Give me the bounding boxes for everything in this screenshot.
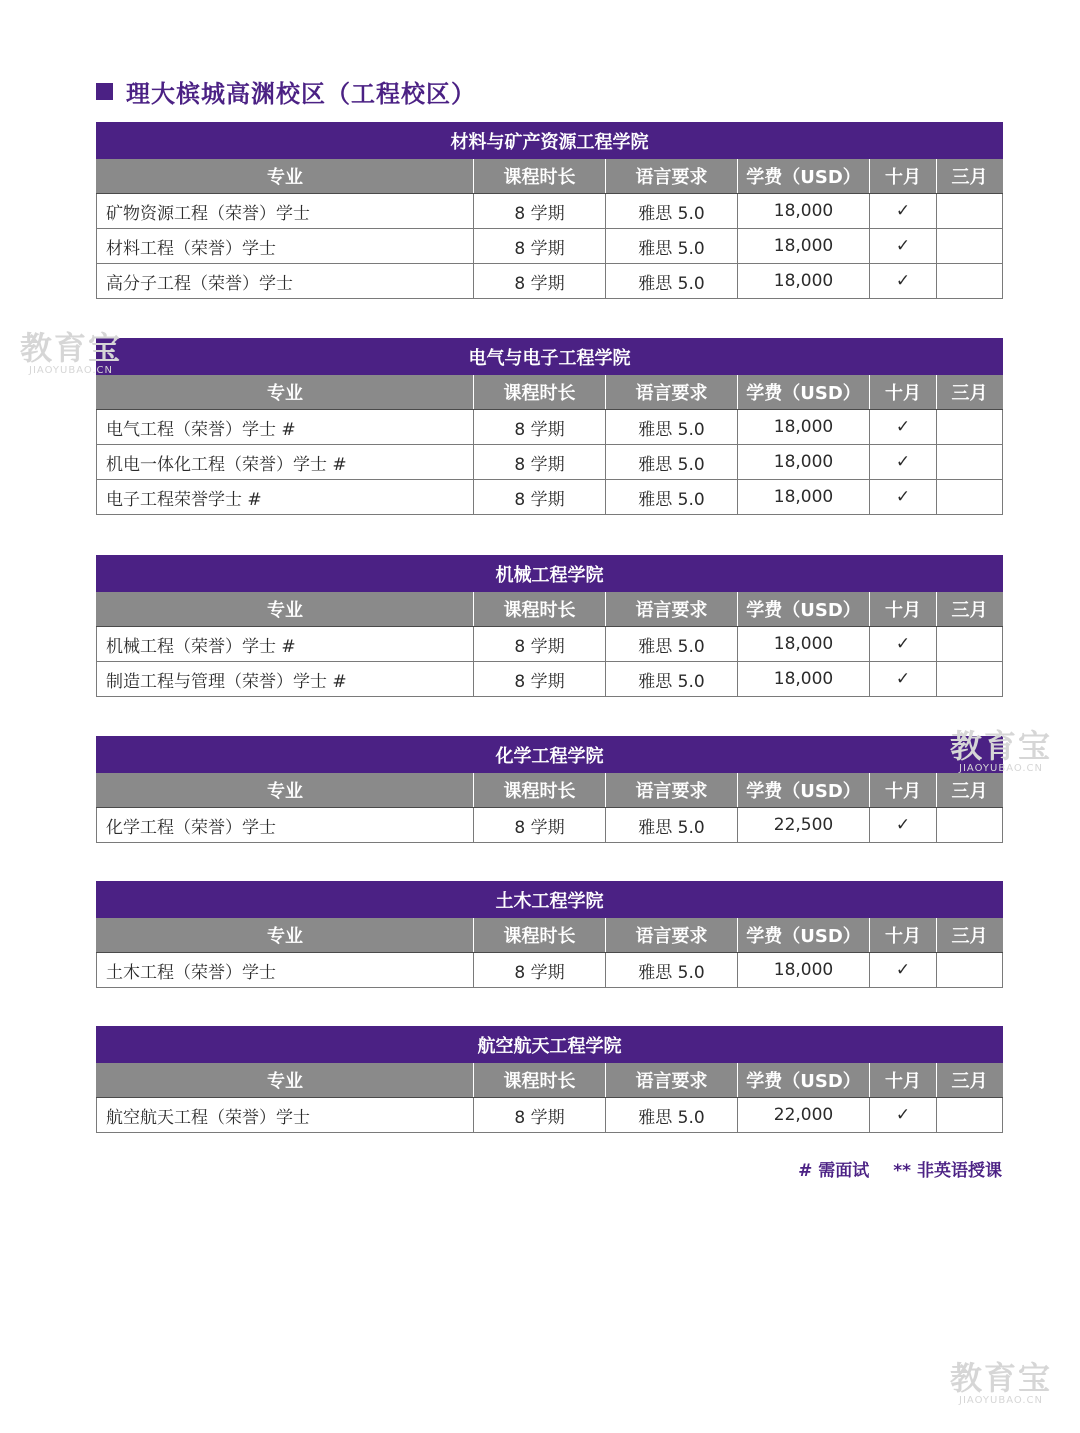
language-header: 语言要求 xyxy=(606,1063,738,1098)
fee-header: 学费（USD） xyxy=(738,1063,870,1098)
october-intake-cell: ✓ xyxy=(870,480,937,515)
language-cell: 雅思 5.0 xyxy=(606,410,738,445)
watermark-logo xyxy=(20,329,123,376)
school-name: 机械工程学院 xyxy=(97,556,1003,592)
language-cell: 雅思 5.0 xyxy=(606,1098,738,1133)
table-row xyxy=(97,229,1003,264)
school-table xyxy=(96,881,1003,988)
language-header: 语言要求 xyxy=(606,159,738,194)
watermark-logo xyxy=(950,727,1053,774)
fee-cell: 18,000 xyxy=(738,480,870,515)
language-cell: 雅思 5.0 xyxy=(606,480,738,515)
october-intake-cell: ✓ xyxy=(870,264,937,299)
march-intake-cell xyxy=(937,662,1003,697)
watermark-text: 教育宝 xyxy=(20,329,123,367)
duration-cell: 8 学期 xyxy=(474,194,606,229)
october-intake-cell: ✓ xyxy=(870,808,937,843)
march-header: 三月 xyxy=(937,773,1003,808)
language-cell: 雅思 5.0 xyxy=(606,445,738,480)
school-table xyxy=(96,736,1003,843)
watermark-text: 教育宝 xyxy=(950,1359,1053,1397)
school-name: 材料与矿产资源工程学院 xyxy=(97,123,1003,159)
school-table xyxy=(96,555,1003,697)
march-intake-cell xyxy=(937,229,1003,264)
fee-cell: 18,000 xyxy=(738,410,870,445)
october-intake-cell: ✓ xyxy=(870,229,937,264)
duration-cell: 8 学期 xyxy=(474,627,606,662)
fee-cell: 18,000 xyxy=(738,627,870,662)
october-intake-cell: ✓ xyxy=(870,662,937,697)
march-header: 三月 xyxy=(937,159,1003,194)
language-cell: 雅思 5.0 xyxy=(606,264,738,299)
march-intake-cell xyxy=(937,1098,1003,1133)
major-header: 专业 xyxy=(97,375,474,410)
table-row xyxy=(97,808,1003,843)
march-intake-cell xyxy=(937,627,1003,662)
major-cell: 电气工程（荣誉）学士 # xyxy=(97,410,474,445)
school-table xyxy=(96,338,1003,515)
fee-header: 学费（USD） xyxy=(738,592,870,627)
fee-cell: 18,000 xyxy=(738,445,870,480)
table-row xyxy=(97,410,1003,445)
school-name: 土木工程学院 xyxy=(97,882,1003,918)
duration-header: 课程时长 xyxy=(474,918,606,953)
fee-cell: 18,000 xyxy=(738,264,870,299)
march-intake-cell xyxy=(937,264,1003,299)
major-cell: 机电一体化工程（荣誉）学士 # xyxy=(97,445,474,480)
fee-header: 学费（USD） xyxy=(738,375,870,410)
language-cell: 雅思 5.0 xyxy=(606,194,738,229)
table-row xyxy=(97,264,1003,299)
october-header: 十月 xyxy=(870,592,937,627)
language-cell: 雅思 5.0 xyxy=(606,953,738,988)
language-header: 语言要求 xyxy=(606,918,738,953)
major-cell: 机械工程（荣誉）学士 # xyxy=(97,627,474,662)
duration-cell: 8 学期 xyxy=(474,445,606,480)
table-row xyxy=(97,445,1003,480)
october-intake-cell: ✓ xyxy=(870,194,937,229)
fee-header: 学费（USD） xyxy=(738,159,870,194)
duration-cell: 8 学期 xyxy=(474,229,606,264)
fee-cell: 22,500 xyxy=(738,808,870,843)
fee-header: 学费（USD） xyxy=(738,773,870,808)
legend-interview-note: # 需面试 xyxy=(798,1161,870,1181)
fee-cell: 18,000 xyxy=(738,229,870,264)
duration-cell: 8 学期 xyxy=(474,410,606,445)
table-row xyxy=(97,480,1003,515)
march-intake-cell xyxy=(937,445,1003,480)
table-row xyxy=(97,953,1003,988)
march-intake-cell xyxy=(937,953,1003,988)
language-header: 语言要求 xyxy=(606,773,738,808)
table-row xyxy=(97,1098,1003,1133)
table-row xyxy=(97,662,1003,697)
duration-cell: 8 学期 xyxy=(474,480,606,515)
school-name: 航空航天工程学院 xyxy=(97,1027,1003,1063)
october-intake-cell: ✓ xyxy=(870,445,937,480)
title-bullet-square xyxy=(96,83,113,100)
language-cell: 雅思 5.0 xyxy=(606,662,738,697)
page-heading: 理大槟城高渊校区（工程校区） xyxy=(126,79,476,108)
duration-cell: 8 学期 xyxy=(474,1098,606,1133)
march-header: 三月 xyxy=(937,375,1003,410)
table-row xyxy=(97,194,1003,229)
legend-non-english-note: ** 非英语授课 xyxy=(893,1161,1002,1181)
october-intake-cell: ✓ xyxy=(870,410,937,445)
major-cell: 材料工程（荣誉）学士 xyxy=(97,229,474,264)
school-table xyxy=(96,1026,1003,1133)
major-header: 专业 xyxy=(97,773,474,808)
october-header: 十月 xyxy=(870,375,937,410)
march-intake-cell xyxy=(937,480,1003,515)
march-intake-cell xyxy=(937,410,1003,445)
october-intake-cell: ✓ xyxy=(870,1098,937,1133)
legend xyxy=(798,1156,1002,1181)
major-header: 专业 xyxy=(97,159,474,194)
fee-cell: 18,000 xyxy=(738,953,870,988)
table-row xyxy=(97,627,1003,662)
language-cell: 雅思 5.0 xyxy=(606,229,738,264)
march-intake-cell xyxy=(937,808,1003,843)
school-name: 电气与电子工程学院 xyxy=(97,339,1003,375)
school-name: 化学工程学院 xyxy=(97,737,1003,773)
fee-cell: 18,000 xyxy=(738,194,870,229)
language-header: 语言要求 xyxy=(606,592,738,627)
watermark-domain: JIAOYUBAO.CN xyxy=(29,365,113,376)
watermark-logo xyxy=(950,1359,1053,1406)
duration-cell: 8 学期 xyxy=(474,662,606,697)
duration-cell: 8 学期 xyxy=(474,808,606,843)
october-header: 十月 xyxy=(870,1063,937,1098)
october-intake-cell: ✓ xyxy=(870,627,937,662)
major-cell: 矿物资源工程（荣誉）学士 xyxy=(97,194,474,229)
march-header: 三月 xyxy=(937,1063,1003,1098)
language-cell: 雅思 5.0 xyxy=(606,627,738,662)
duration-header: 课程时长 xyxy=(474,159,606,194)
october-header: 十月 xyxy=(870,773,937,808)
language-header: 语言要求 xyxy=(606,375,738,410)
major-cell: 航空航天工程（荣誉）学士 xyxy=(97,1098,474,1133)
section-title xyxy=(96,74,476,108)
major-header: 专业 xyxy=(97,918,474,953)
duration-header: 课程时长 xyxy=(474,592,606,627)
october-intake-cell: ✓ xyxy=(870,953,937,988)
duration-cell: 8 学期 xyxy=(474,953,606,988)
fee-header: 学费（USD） xyxy=(738,918,870,953)
march-header: 三月 xyxy=(937,918,1003,953)
language-cell: 雅思 5.0 xyxy=(606,808,738,843)
watermark-domain: JIAOYUBAO.CN xyxy=(959,1395,1043,1406)
duration-header: 课程时长 xyxy=(474,773,606,808)
major-cell: 高分子工程（荣誉）学士 xyxy=(97,264,474,299)
major-cell: 制造工程与管理（荣誉）学士 # xyxy=(97,662,474,697)
march-header: 三月 xyxy=(937,592,1003,627)
major-cell: 电子工程荣誉学士 # xyxy=(97,480,474,515)
major-cell: 土木工程（荣誉）学士 xyxy=(97,953,474,988)
october-header: 十月 xyxy=(870,159,937,194)
march-intake-cell xyxy=(937,194,1003,229)
duration-header: 课程时长 xyxy=(474,375,606,410)
major-header: 专业 xyxy=(97,592,474,627)
duration-header: 课程时长 xyxy=(474,1063,606,1098)
watermark-text: 教育宝 xyxy=(950,727,1053,765)
fee-cell: 18,000 xyxy=(738,662,870,697)
fee-cell: 22,000 xyxy=(738,1098,870,1133)
october-header: 十月 xyxy=(870,918,937,953)
major-cell: 化学工程（荣誉）学士 xyxy=(97,808,474,843)
duration-cell: 8 学期 xyxy=(474,264,606,299)
major-header: 专业 xyxy=(97,1063,474,1098)
watermark-domain: JIAOYUBAO.CN xyxy=(959,763,1043,774)
school-table xyxy=(96,122,1003,299)
